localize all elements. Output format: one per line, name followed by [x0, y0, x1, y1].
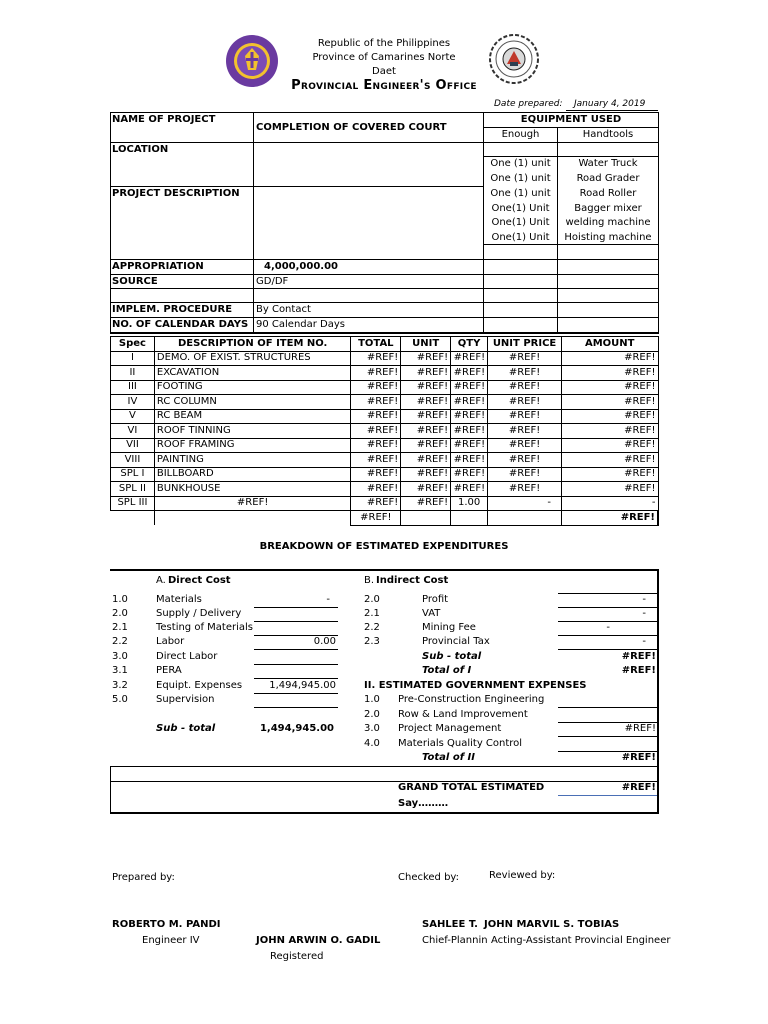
gov-num: 1.0 — [364, 694, 380, 705]
equipment-col2: Handtools — [582, 129, 634, 140]
indirect-value: - — [606, 622, 610, 633]
project-name-value: COMPLETION OF COVERED COURT — [256, 122, 447, 133]
gov-expenses-title: II. ESTIMATED GOVERNMENT EXPENSES — [364, 680, 587, 691]
equipment-qty: One(1) Unit — [491, 217, 550, 228]
total-ii-value: #REF! — [621, 752, 656, 763]
grand-total-label: GRAND TOTAL ESTIMATED — [398, 782, 545, 793]
middle-title: Registered — [270, 951, 324, 962]
direct-value: 0.00 — [313, 636, 336, 647]
gov-label: Materials Quality Control — [398, 738, 523, 749]
description-cell: FOOTING — [154, 380, 351, 395]
indirect-label: VAT — [422, 608, 441, 619]
equipment-qty: One (1) unit — [490, 158, 551, 169]
direct-label: Labor — [156, 636, 185, 647]
table-row — [111, 438, 659, 453]
total-i-label: Total of I — [422, 665, 472, 676]
amount-cell: #REF! — [562, 424, 659, 439]
total-cell: #REF! — [351, 467, 401, 482]
qty-cell: #REF! — [451, 424, 488, 439]
qty-cell: #REF! — [451, 366, 488, 381]
spec-cell: VII — [111, 438, 155, 453]
header-line1: Republic of the Philippines — [317, 38, 451, 49]
equipment-qty: One (1) unit — [490, 173, 551, 184]
qty-cell: #REF! — [451, 380, 488, 395]
qty-cell: #REF! — [451, 351, 488, 366]
unit-price-cell: #REF! — [488, 395, 562, 410]
equipment-name: Water Truck — [578, 158, 638, 169]
unit-cell: #REF! — [401, 496, 451, 511]
implem-label: IMPLEM. PROCEDURE — [112, 304, 233, 315]
unit-price-cell: #REF! — [488, 366, 562, 381]
direct-value: 1,494,945.00 — [269, 680, 336, 691]
amount-cell: #REF! — [562, 453, 659, 468]
direct-num: 3.0 — [112, 651, 128, 662]
prepared-name: ROBERTO M. PANDI — [112, 919, 221, 930]
direct-label: Direct Labor — [156, 651, 218, 662]
col-header: UNIT PRICE — [488, 337, 562, 352]
direct-label: Materials — [156, 594, 202, 605]
direct-label: PERA — [156, 665, 182, 676]
indirect-value: - — [642, 636, 646, 647]
direct-label: Supervision — [156, 694, 215, 705]
description-cell: BUNKHOUSE — [154, 482, 351, 497]
spec-cell: III — [111, 380, 155, 395]
spec-cell: SPL II — [111, 482, 155, 497]
table-row — [111, 351, 659, 366]
unit-cell: #REF! — [401, 438, 451, 453]
table-row — [111, 409, 659, 424]
date-underline — [566, 110, 658, 111]
spec-cell: VI — [111, 424, 155, 439]
amount-cell: #REF! — [562, 395, 659, 410]
direct-title: Direct Cost — [168, 575, 231, 586]
total-cell: #REF! — [351, 511, 401, 526]
equipment-qty: One(1) Unit — [491, 232, 550, 243]
source-label: SOURCE — [112, 276, 158, 287]
unit-cell: #REF! — [401, 453, 451, 468]
reviewed-by-label: Reviewed by: — [489, 870, 556, 881]
equipment-name: Bagger mixer — [574, 203, 642, 214]
direct-num: 2.1 — [112, 622, 128, 633]
indirect-label: Mining Fee — [422, 622, 476, 633]
unit-cell: #REF! — [401, 467, 451, 482]
unit-price-cell — [488, 511, 562, 526]
checked-name: SAHLEE T. — [422, 919, 478, 930]
description-cell: RC COLUMN — [154, 395, 351, 410]
total-cell: #REF! — [351, 395, 401, 410]
total-cell: #REF! — [351, 496, 401, 511]
qty-cell: #REF! — [451, 453, 488, 468]
equipment-name: Road Grader — [576, 173, 640, 184]
description-cell: #REF! — [154, 496, 351, 511]
gov-num: 4.0 — [364, 738, 380, 749]
items-table — [110, 336, 659, 526]
equipment-name: Hoisting machine — [564, 232, 652, 243]
unit-cell: #REF! — [401, 351, 451, 366]
total-i-value: #REF! — [621, 665, 656, 676]
total-cell: #REF! — [351, 438, 401, 453]
gov-value: #REF! — [624, 723, 656, 734]
table-row — [111, 467, 659, 482]
unit-cell — [401, 511, 451, 526]
say-label: Say……… — [398, 798, 449, 809]
table-row — [111, 424, 659, 439]
indirect-subtotal-label: Sub - total — [422, 651, 482, 662]
appropriation-label: APPROPRIATION — [112, 261, 204, 272]
direct-label: Supply / Delivery — [156, 608, 242, 619]
description-cell: PAINTING — [154, 453, 351, 468]
indirect-num: 2.3 — [364, 636, 380, 647]
source-value: GD/DF — [256, 276, 289, 287]
unit-price-cell: #REF! — [488, 380, 562, 395]
gov-num: 3.0 — [364, 723, 380, 734]
description-cell: BILLBOARD — [154, 467, 351, 482]
equipment-title: EQUIPMENT USED — [520, 114, 622, 125]
spec-cell: I — [111, 351, 155, 366]
office-title: Provincial Engineer's Office — [291, 78, 477, 93]
direct-label: Equipt. Expenses — [156, 680, 243, 691]
total-cell: #REF! — [351, 482, 401, 497]
equipment-col1: Enough — [501, 129, 540, 140]
equipment-qty: One(1) Unit — [491, 203, 550, 214]
total-cell: #REF! — [351, 409, 401, 424]
col-header: UNIT — [401, 337, 451, 352]
unit-cell: #REF! — [401, 380, 451, 395]
unit-price-cell: #REF! — [488, 409, 562, 424]
qty-cell: #REF! — [451, 467, 488, 482]
direct-label: Testing of Materials — [156, 622, 253, 633]
indirect-num: 2.0 — [364, 594, 380, 605]
amount-cell: #REF! — [562, 366, 659, 381]
unit-price-cell: #REF! — [488, 467, 562, 482]
qty-cell: #REF! — [451, 438, 488, 453]
unit-price-cell: - — [488, 496, 562, 511]
amount-cell: #REF! — [562, 482, 659, 497]
description-cell: EXCAVATION — [154, 366, 351, 381]
header-line2: Province of Camarines Norte — [312, 52, 456, 63]
col-header: DESCRIPTION OF ITEM NO. — [154, 337, 351, 352]
date-value: January 4, 2019 — [574, 99, 646, 109]
total-ii-label: Total of II — [422, 752, 475, 763]
spec-cell: VIII — [111, 453, 155, 468]
unit-price-cell: #REF! — [488, 438, 562, 453]
location-label: LOCATION — [112, 144, 169, 155]
amount-cell: #REF! — [562, 409, 659, 424]
unit-cell: #REF! — [401, 482, 451, 497]
direct-subtotal-value: 1,494,945.00 — [259, 723, 334, 734]
gov-label: Project Management — [398, 723, 502, 734]
description-label: PROJECT DESCRIPTION — [112, 188, 240, 199]
days-value: 90 Calendar Days — [256, 319, 346, 330]
date-label: Date prepared: — [494, 99, 563, 109]
indirect-value: - — [642, 608, 646, 619]
qty-cell: #REF! — [451, 409, 488, 424]
engineering-seal — [489, 34, 539, 84]
unit-cell: #REF! — [401, 409, 451, 424]
unit-price-cell: #REF! — [488, 351, 562, 366]
unit-cell: #REF! — [401, 366, 451, 381]
description-cell: ROOF TINNING — [154, 424, 351, 439]
header-line3: Daet — [372, 66, 396, 77]
qty-cell: 1.00 — [451, 496, 488, 511]
direct-subtotal-label: Sub - total — [156, 723, 216, 734]
direct-num: 2.2 — [112, 636, 128, 647]
spec-cell: SPL III — [111, 496, 155, 511]
breakdown-title: BREAKDOWN OF ESTIMATED EXPENDITURES — [259, 541, 509, 552]
implem-value: By Contact — [256, 304, 311, 315]
table-row — [111, 453, 659, 468]
appropriation-value: 4,000,000.00 — [264, 261, 339, 272]
reviewed-name: JOHN MARVIL S. TOBIAS — [484, 919, 620, 930]
unit-price-cell: #REF! — [488, 424, 562, 439]
total-cell: #REF! — [351, 380, 401, 395]
project-name-label: NAME OF PROJECT — [112, 114, 216, 125]
indirect-value: - — [642, 594, 646, 605]
description-cell — [154, 511, 351, 526]
table-row — [111, 366, 659, 381]
amount-cell: #REF! — [562, 351, 659, 366]
direct-prefix: A. — [156, 575, 166, 586]
checked-by-label: Checked by: — [398, 872, 459, 883]
grand-total-value: #REF! — [621, 782, 656, 793]
indirect-num: 2.2 — [364, 622, 380, 633]
table-row — [111, 482, 659, 497]
unit-price-cell: #REF! — [488, 482, 562, 497]
equipment-qty: One (1) unit — [490, 188, 551, 199]
unit-cell: #REF! — [401, 424, 451, 439]
col-header: Spec — [111, 337, 155, 352]
qty-cell: #REF! — [451, 395, 488, 410]
description-cell: RC BEAM — [154, 409, 351, 424]
total-row — [111, 511, 659, 526]
total-cell: #REF! — [351, 351, 401, 366]
equipment-name: Road Roller — [579, 188, 637, 199]
description-cell: DEMO. OF EXIST. STRUCTURES — [154, 351, 351, 366]
total-cell: #REF! — [351, 453, 401, 468]
col-header: AMOUNT — [562, 337, 659, 352]
direct-num: 3.2 — [112, 680, 128, 691]
direct-num: 2.0 — [112, 608, 128, 619]
direct-num: 3.1 — [112, 665, 128, 676]
gov-label: Pre-Construction Engineering — [398, 694, 545, 705]
unit-cell: #REF! — [401, 395, 451, 410]
direct-value: - — [326, 594, 330, 605]
direct-num: 1.0 — [112, 594, 128, 605]
indirect-title: Indirect Cost — [376, 575, 449, 586]
indirect-subtotal-value: #REF! — [621, 651, 656, 662]
indirect-label: Provincial Tax — [422, 636, 490, 647]
col-header: TOTAL — [351, 337, 401, 352]
description-cell: ROOF FRAMING — [154, 438, 351, 453]
amount-cell: - — [562, 496, 659, 511]
amount-cell: #REF! — [562, 467, 659, 482]
amount-cell: #REF! — [562, 380, 659, 395]
indirect-label: Profit — [422, 594, 449, 605]
spec-cell — [111, 511, 155, 526]
indirect-prefix: B. — [364, 575, 375, 586]
days-label: NO. OF CALENDAR DAYS — [112, 319, 249, 330]
checked-title: Chief-Plannin — [422, 935, 488, 946]
indirect-num: 2.1 — [364, 608, 380, 619]
unit-price-cell: #REF! — [488, 453, 562, 468]
equipment-name: welding machine — [565, 217, 651, 228]
amount-cell: #REF! — [562, 438, 659, 453]
table-row — [111, 380, 659, 395]
total-cell: #REF! — [351, 366, 401, 381]
prepared-by-label: Prepared by: — [112, 872, 175, 883]
items-header-row — [111, 337, 659, 352]
reviewed-title: Acting-Assistant Provincial Engineer — [491, 935, 671, 946]
amount-cell: #REF! — [562, 511, 659, 526]
qty-cell: #REF! — [451, 482, 488, 497]
gov-num: 2.0 — [364, 709, 380, 720]
table-row — [111, 496, 659, 511]
prepared-title: Engineer IV — [142, 935, 200, 946]
direct-num: 5.0 — [112, 694, 128, 705]
gov-label: Row & Land Improvement — [398, 709, 528, 720]
spec-cell: SPL I — [111, 467, 155, 482]
spec-cell: II — [111, 366, 155, 381]
middle-name: JOHN ARWIN O. GADIL — [256, 935, 381, 946]
qty-cell — [451, 511, 488, 526]
spec-cell: V — [111, 409, 155, 424]
col-header: QTY — [451, 337, 488, 352]
total-cell: #REF! — [351, 424, 401, 439]
spec-cell: IV — [111, 395, 155, 410]
table-row — [111, 395, 659, 410]
